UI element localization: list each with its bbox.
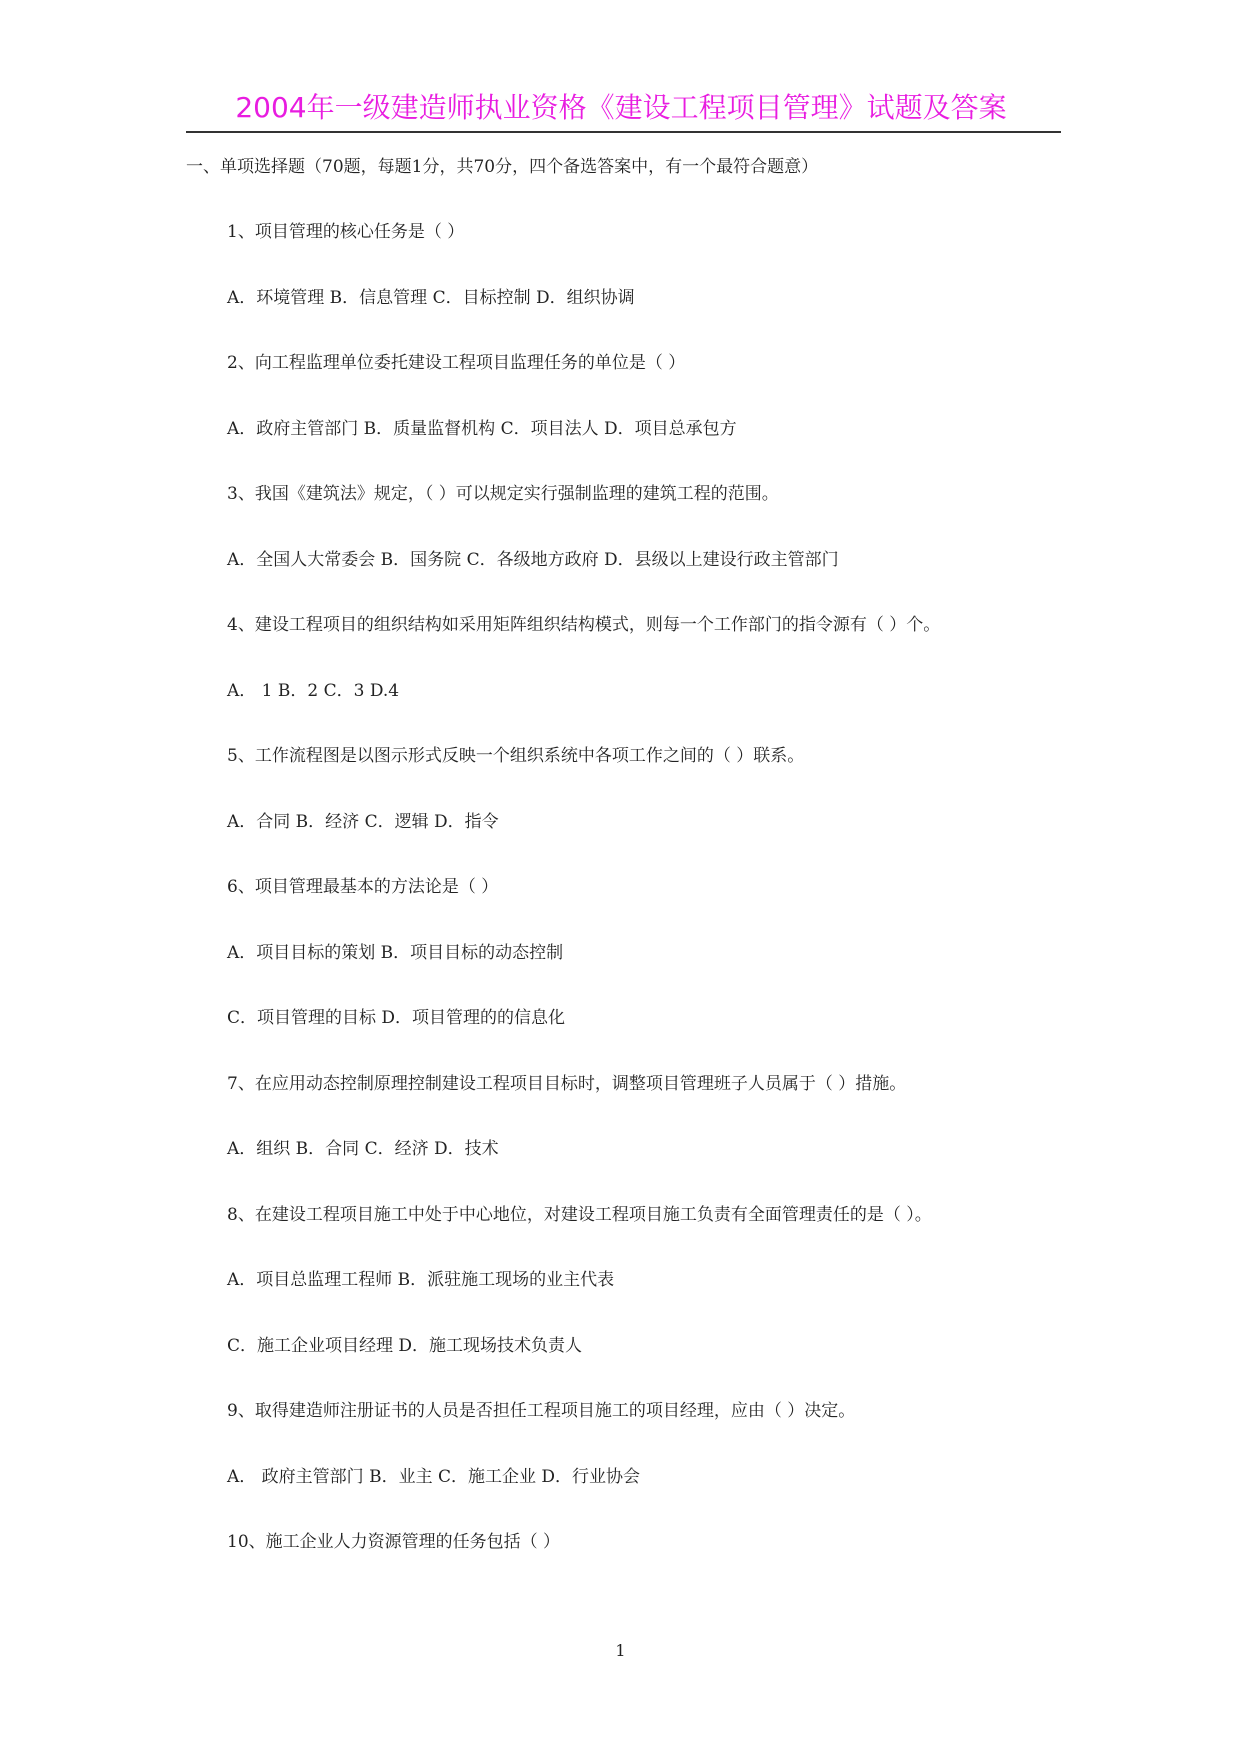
answer-options: A．项目目标的策划 B．项目目标的动态控制 (227, 942, 564, 963)
answer-options: A．政府主管部门 B．质量监督机构 C．项目法人 D．项目总承包方 (227, 418, 737, 439)
question-text: 9、取得建造师注册证书的人员是否担任工程项目施工的项目经理，应由（ ）决定。 (227, 1401, 856, 1421)
answer-options: A．合同 B．经济 C．逻辑 D．指令 (227, 811, 499, 832)
section-heading: 一、单项选择题（70题，每题1分，共70分，四个备选答案中，有一个最符合题意） (186, 157, 819, 177)
question-list (227, 220, 1127, 1596)
answer-options: A． 1 B．2 C．3 D.4 (227, 680, 400, 701)
question-text: 10、施工企业人力资源管理的任务包括（ ） (227, 1532, 561, 1552)
question-text: 5、工作流程图是以图示形式反映一个组织系统中各项工作之间的（ ）联系。 (227, 746, 805, 766)
answer-options: A．环境管理 B．信息管理 C．目标控制 D．组织协调 (227, 287, 635, 308)
question-text: 4、建设工程项目的组织结构如采用矩阵组织结构模式，则每一个工作部门的指令源有（ ）个。 (227, 615, 941, 635)
answer-options: C．项目管理的目标 D．项目管理的的信息化 (227, 1008, 566, 1028)
answer-options: A．全国人大常委会 B．国务院 C．各级地方政府 D．县级以上建设行政主管部门 (227, 549, 839, 570)
question-text: 3、我国《建筑法》规定，（ ）可以规定实行强制监理的建筑工程的范围。 (227, 484, 779, 504)
question-text: 6、项目管理最基本的方法论是（ ） (227, 877, 499, 897)
question-text: 2、向工程监理单位委托建设工程项目监理任务的单位是（ ） (227, 353, 686, 373)
page-title: 2004年一级建造师执业资格《建设工程项目管理》试题及答案 (235, 91, 1007, 124)
question-text: 7、在应用动态控制原理控制建设工程项目目标时，调整项目管理班子人员属于（ ）措施。 (227, 1073, 907, 1094)
title-underline (186, 131, 1061, 133)
answer-options: A．组织 B．合同 C．经济 D．技术 (227, 1139, 499, 1159)
answer-options: A． 政府主管部门 B．业主 C．施工企业 D．行业协会 (227, 1466, 641, 1487)
answer-options: A．项目总监理工程师 B．派驻施工现场的业主代表 (227, 1270, 615, 1290)
page-number: 1 (615, 1641, 626, 1660)
question-text: 8、在建设工程项目施工中处于中心地位，对建设工程项目施工负责有全面管理责任的是（ ）。 (227, 1204, 932, 1225)
answer-options: C．施工企业项目经理 D．施工现场技术负责人 (227, 1335, 583, 1356)
question-text: 1、项目管理的核心任务是（ ） (227, 222, 465, 242)
